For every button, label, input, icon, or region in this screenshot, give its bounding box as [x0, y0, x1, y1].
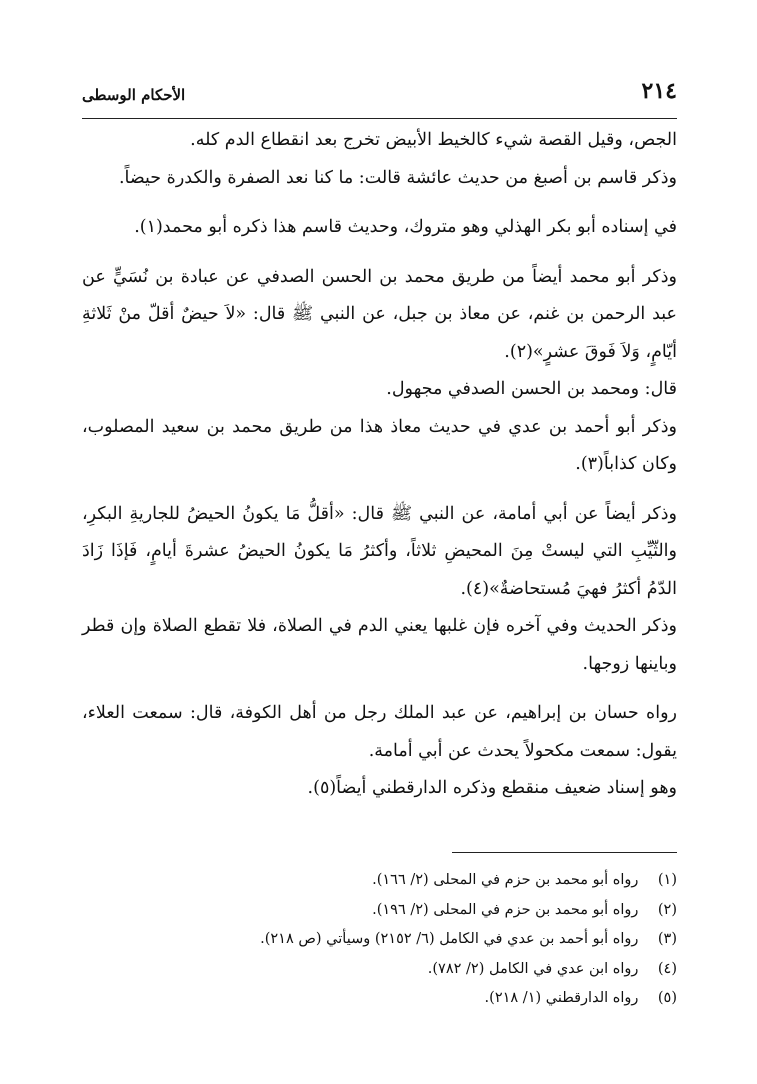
- paragraph: رواه حسان بن إبراهيم، عن عبد الملك رجل من أهل الكوفة، قال: سمعت العلاء، يقول: سمعت مكحولاً يحدث عن أبي أمامة.: [82, 703, 677, 761]
- footnote-text: رواه الدارقطني (١/ ٢١٨).: [484, 990, 639, 1006]
- footnote-number: (٣): [657, 931, 677, 947]
- footnote-number: (٢): [657, 901, 677, 918]
- footnote-number: (٤): [657, 960, 677, 977]
- running-title: الأحكام الوسطى: [82, 86, 186, 104]
- footnote-number: (٥): [657, 990, 677, 1006]
- body-text: [82, 122, 677, 808]
- footnote-text: رواه أبو محمد بن حزم في المحلى (٢/ ١٩٦).: [372, 901, 639, 918]
- footnote-text: رواه ابن عدي في الكامل (٢/ ٧٨٢).: [427, 960, 639, 977]
- paragraph: الجص، وقيل القصة شيء كالخيط الأبيض تخرج بعد انقطاع الدم كله.: [190, 130, 677, 150]
- footnote-item: [82, 896, 677, 926]
- paragraph: وذكر أيضاً عن أبي أمامة، عن النبي ﷺ قال: «أقلُّ مَا يكونُ الحيضُ للجاريةِ البكرِ، والثّيِّبِ التي ليستْ مِنَ المحيضِ ثلاثاً، وأكثرُ مَا يكونُ الحيضُ عشرةَ أيامٍ، فَإذَا زَادَ الدّمُ أكثرُ فهيَ مُستحاضةٌ»(٤).: [82, 503, 677, 599]
- paragraph: وذكر أبو محمد أيضاً من طريق محمد بن الحسن الصدفي عن عبادة بن نُسَيٍّ عن عبد الرحمن بن غنم، عن معاذ بن جبل، عن النبي ﷺ قال: «لاَ حيضٌ أقلّ منْ ثَلاثةِ أيّامٍ، وَلاَ فَوقَ عشرٍ»(٢).: [82, 266, 677, 362]
- paragraph: وذكر الحديث وفي آخره فإن غلبها يعني الدم في الصلاة، فلا تقطع الصلاة وإن قطر وباينها زوجها.: [82, 616, 677, 674]
- footnote-number: (١): [657, 872, 677, 888]
- paragraph: وهو إسناد ضعيف منقطع وذكره الدارقطني أيضاً(٥).: [307, 778, 677, 798]
- footnotes: [82, 866, 677, 1014]
- paragraph: وذكر قاسم بن أصبغ من حديث عائشة قالت: ما كنا نعد الصفرة والكدرة حيضاً.: [118, 167, 677, 188]
- footnote-item: [82, 984, 677, 1014]
- footnote-item: [82, 955, 677, 985]
- paragraph: وذكر أبو أحمد بن عدي في حديث معاذ هذا من طريق محمد بن سعيد المصلوب، وكان كذاباً(٣).: [82, 416, 677, 474]
- footnote-text: رواه أبو محمد بن حزم في المحلى (٢/ ١٦٦).: [372, 872, 639, 888]
- paragraph: قال: ومحمد بن الحسن الصدفي مجهول.: [386, 379, 677, 399]
- page-number: ٢١٤: [641, 78, 677, 104]
- footnote-item: [82, 866, 677, 896]
- footnote-item: [82, 925, 677, 955]
- page-header: [82, 78, 677, 119]
- paragraph: في إسناده أبو بكر الهذلي وهو متروك، وحديث قاسم هذا ذكره أبو محمد(١).: [134, 217, 677, 237]
- footnote-text: رواه أبو أحمد بن عدي في الكامل (٦/ ٢١٥٢) وسيأتي (ص ٢١٨).: [260, 931, 639, 947]
- footnote-divider: [452, 852, 677, 853]
